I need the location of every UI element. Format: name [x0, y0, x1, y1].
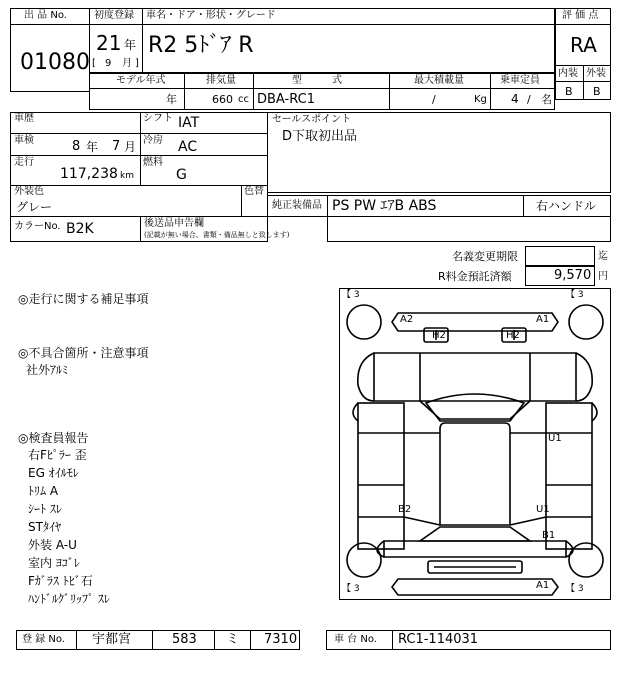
model-year-unit: 年 [166, 93, 177, 106]
damage-mark: A2 [400, 314, 414, 325]
first-reg-year-unit: 年 [124, 38, 137, 52]
inspection-label: 車検 [14, 135, 34, 146]
driving-notes-title: ◎走行に関する補足事項 [18, 292, 149, 306]
tire-tread-bottom-left: 【 3 [342, 584, 360, 594]
inspector-item: Fｶﾞﾗｽ ﾄﾋﾞ石 [28, 574, 93, 588]
capacity-label: 乗車定員 [500, 75, 540, 86]
inspector-item: 室内 ﾖｺﾞﾚ [28, 556, 80, 570]
displacement-label: 排気量 [206, 75, 236, 86]
inspector-item: EG ｵｲﾙﾓﾚ [28, 466, 79, 480]
tire-tread-top-left: 【 3 [342, 290, 360, 300]
fuel-value: G [176, 167, 187, 183]
name-change-unit: 迄 [598, 251, 608, 262]
steering-value: 右ハンドル [536, 199, 597, 213]
mileage-value: 117,238 [60, 166, 118, 182]
chassis-number: RC1-114031 [398, 632, 479, 647]
type-code: DBA-RC1 [257, 92, 315, 107]
fuel-label: 燃料 [143, 157, 163, 168]
chassis-label: 車 台 No. [334, 634, 377, 645]
inspection-year: 8 [72, 139, 81, 154]
sales-point-value: D下取初出品 [282, 129, 358, 144]
reg-no-label: 登 録 No. [22, 634, 65, 645]
color-label: 外装色 [14, 186, 44, 197]
lot-label: 出 品 No. [24, 10, 67, 21]
shift-label: シフト [143, 113, 173, 124]
damage-mark: B1 [542, 530, 556, 541]
cooler-value: AC [178, 139, 198, 155]
max-load-unit: Kg [474, 94, 487, 105]
displacement-unit: cc [238, 94, 249, 105]
inspector-title: ◎検査員報告 [18, 431, 89, 445]
defect-item: 社外ｱﾙﾐ [26, 363, 69, 377]
first-reg-month-unit: 月 [122, 58, 132, 69]
inspector-item: ﾄﾘﾑ A [28, 484, 59, 498]
damage-mark: U1 [548, 433, 562, 444]
model-year-label: モデル年式 [116, 75, 166, 86]
inspection-month-unit: 月 [124, 140, 137, 154]
damage-mark: A1 [536, 580, 550, 591]
inspector-item: ｼｰﾄ ｽﾚ [28, 502, 62, 516]
rating-value: RA [570, 33, 597, 57]
recycle-value: 9,570 [554, 268, 592, 283]
damage-mark: U1 [536, 504, 550, 515]
name-change-box [525, 246, 595, 266]
sales-point-label: セールスポイント [272, 114, 352, 125]
equipment-label: 純正装備品 [272, 200, 322, 211]
car-name-label: 車名・ドア・形状・グレード [146, 10, 276, 21]
post-docs-empty [327, 217, 611, 242]
repaint-label: 色替 [244, 186, 264, 197]
history-label: 車歴 [14, 113, 34, 124]
inspector-item: 右Fﾋﾟﾗｰ 歪 [28, 448, 87, 462]
tire-tread-top-right: 【 3 [566, 290, 584, 300]
capacity-sep: / [527, 93, 531, 106]
reg-number: 7310 [264, 632, 298, 647]
inspection-month: 7 [112, 139, 121, 154]
lot-number: 01080 [20, 50, 90, 75]
damage-mark: H2 [506, 330, 520, 341]
interior-label: 内装 [558, 68, 578, 79]
color-no-label: カラーNo. [14, 221, 61, 232]
name-change-label: 名義変更期限 [452, 250, 518, 263]
capacity: 4 [511, 92, 519, 106]
inspection-year-unit: 年 [86, 140, 99, 154]
equipment-value: PS PW ｴｱB ABS [332, 198, 437, 214]
inspector-item: STﾀｲﾔ [28, 520, 61, 534]
first-reg-label: 初度登録 [94, 10, 134, 21]
car-diagram-drawing [340, 289, 610, 599]
color-value: グレー [16, 200, 53, 214]
reg-kana: ミ [226, 632, 240, 647]
max-load-label: 最大積載量 [414, 75, 464, 86]
post-docs-label: 後送品申告欄 [144, 218, 204, 229]
post-docs-note: (記載が無い場合、書類・備品無しと致します) [144, 231, 290, 239]
car-name: R2 5ﾄﾞｱ R [148, 33, 254, 58]
mileage-label: 走行 [14, 157, 34, 168]
inspector-item: 外装 A-U [28, 538, 77, 552]
recycle-label: R料金預託済額 [438, 270, 512, 283]
defects-title: ◎不具合箇所・注意事項 [18, 346, 149, 360]
shift-value: IAT [178, 115, 200, 131]
interior-grade: B [565, 85, 573, 98]
exterior-grade: B [593, 85, 601, 98]
recycle-unit: 円 [598, 271, 608, 282]
type-label: 型 式 [292, 75, 342, 86]
max-load-sep: / [432, 93, 436, 106]
damage-mark: H2 [432, 330, 446, 341]
reg-class: 583 [172, 632, 197, 647]
mileage-unit: km [120, 171, 134, 181]
tire-tread-bottom-right: 【 3 [566, 584, 584, 594]
damage-mark: A1 [536, 314, 550, 325]
first-reg-month: 9 [105, 58, 112, 69]
first-reg-year: 21 [96, 31, 122, 55]
damage-mark: B2 [398, 504, 412, 515]
capacity-unit: 名 [541, 93, 552, 106]
cooler-label: 冷房 [143, 135, 163, 146]
rating-label: 評 価 点 [562, 10, 599, 21]
displacement: 660 [212, 93, 233, 106]
color-no: B2K [66, 221, 94, 237]
exterior-label: 外装 [586, 68, 606, 79]
inspector-item: ﾊﾝﾄﾞﾙｸﾞﾘｯﾌﾟ ｽﾚ [28, 592, 110, 606]
car-diagram [339, 288, 611, 600]
reg-area: 宇都宮 [92, 632, 132, 647]
